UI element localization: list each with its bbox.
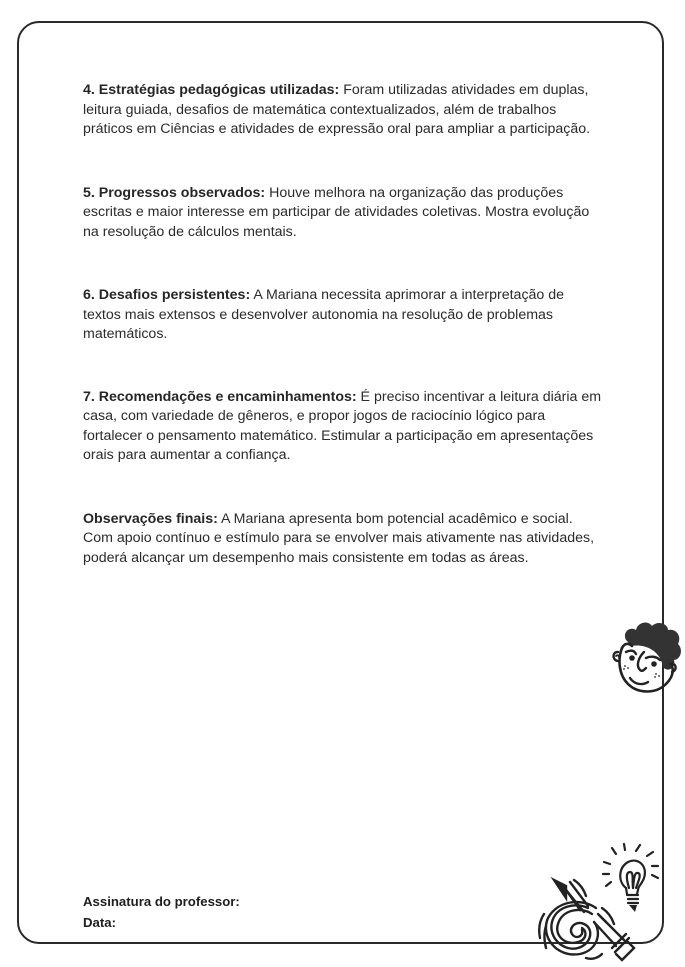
report-content [83, 81, 605, 612]
section-strategies [83, 81, 605, 140]
section-body: É preciso incentivar a leitura diária em casa, com variedade de gêneros, e propor jogos de raciocínio lógico para fortalecer o pensamento matemático. Estimular a participação em apresentações orais para aumentar a confiança. [83, 388, 602, 463]
section-recommendations [83, 388, 605, 466]
section-body: Foram utilizadas atividades em duplas, leitura guiada, desafios de matemática contextualizados, além de trabalhos práticos em Ciências e atividades de expressão oral para ampliar a participação. [83, 82, 591, 137]
section-progress [83, 184, 605, 243]
section-heading: Observações finais: [83, 510, 218, 527]
date-label: Data: [83, 915, 116, 930]
signature-block [83, 891, 240, 933]
section-final-notes [83, 510, 605, 569]
teacher-signature-label: Assinatura do professor: [83, 894, 240, 909]
section-body: A Mariana necessita aprimorar a interpretação de textos mais extensos e desenvolver autonomia na resolução de problemas matemáticos. [83, 287, 565, 342]
pencil-icon [536, 868, 636, 964]
section-heading: 4. Estratégias pedagógicas utilizadas: [83, 82, 340, 98]
section-heading: 5. Progressos observados: [83, 184, 266, 201]
cartoon-face-icon [608, 618, 684, 698]
section-body: Houve melhora na organização das produções escritas e maior interesse em participar de atividades coletivas. Mostra evolução na resolução de cálculos mentais. [83, 184, 590, 240]
section-body: A Mariana apresenta bom potencial acadêmico e social. Com apoio contínuo e estímulo para se envolver mais ativamente nas atividades, poderá alcançar um desempenho mais consistente em todas as áreas. [83, 510, 595, 566]
section-challenges [83, 286, 605, 345]
section-heading: 7. Recomendações e encaminhamentos: [83, 388, 357, 405]
section-heading: 6. Desafios persistentes: [83, 287, 251, 303]
